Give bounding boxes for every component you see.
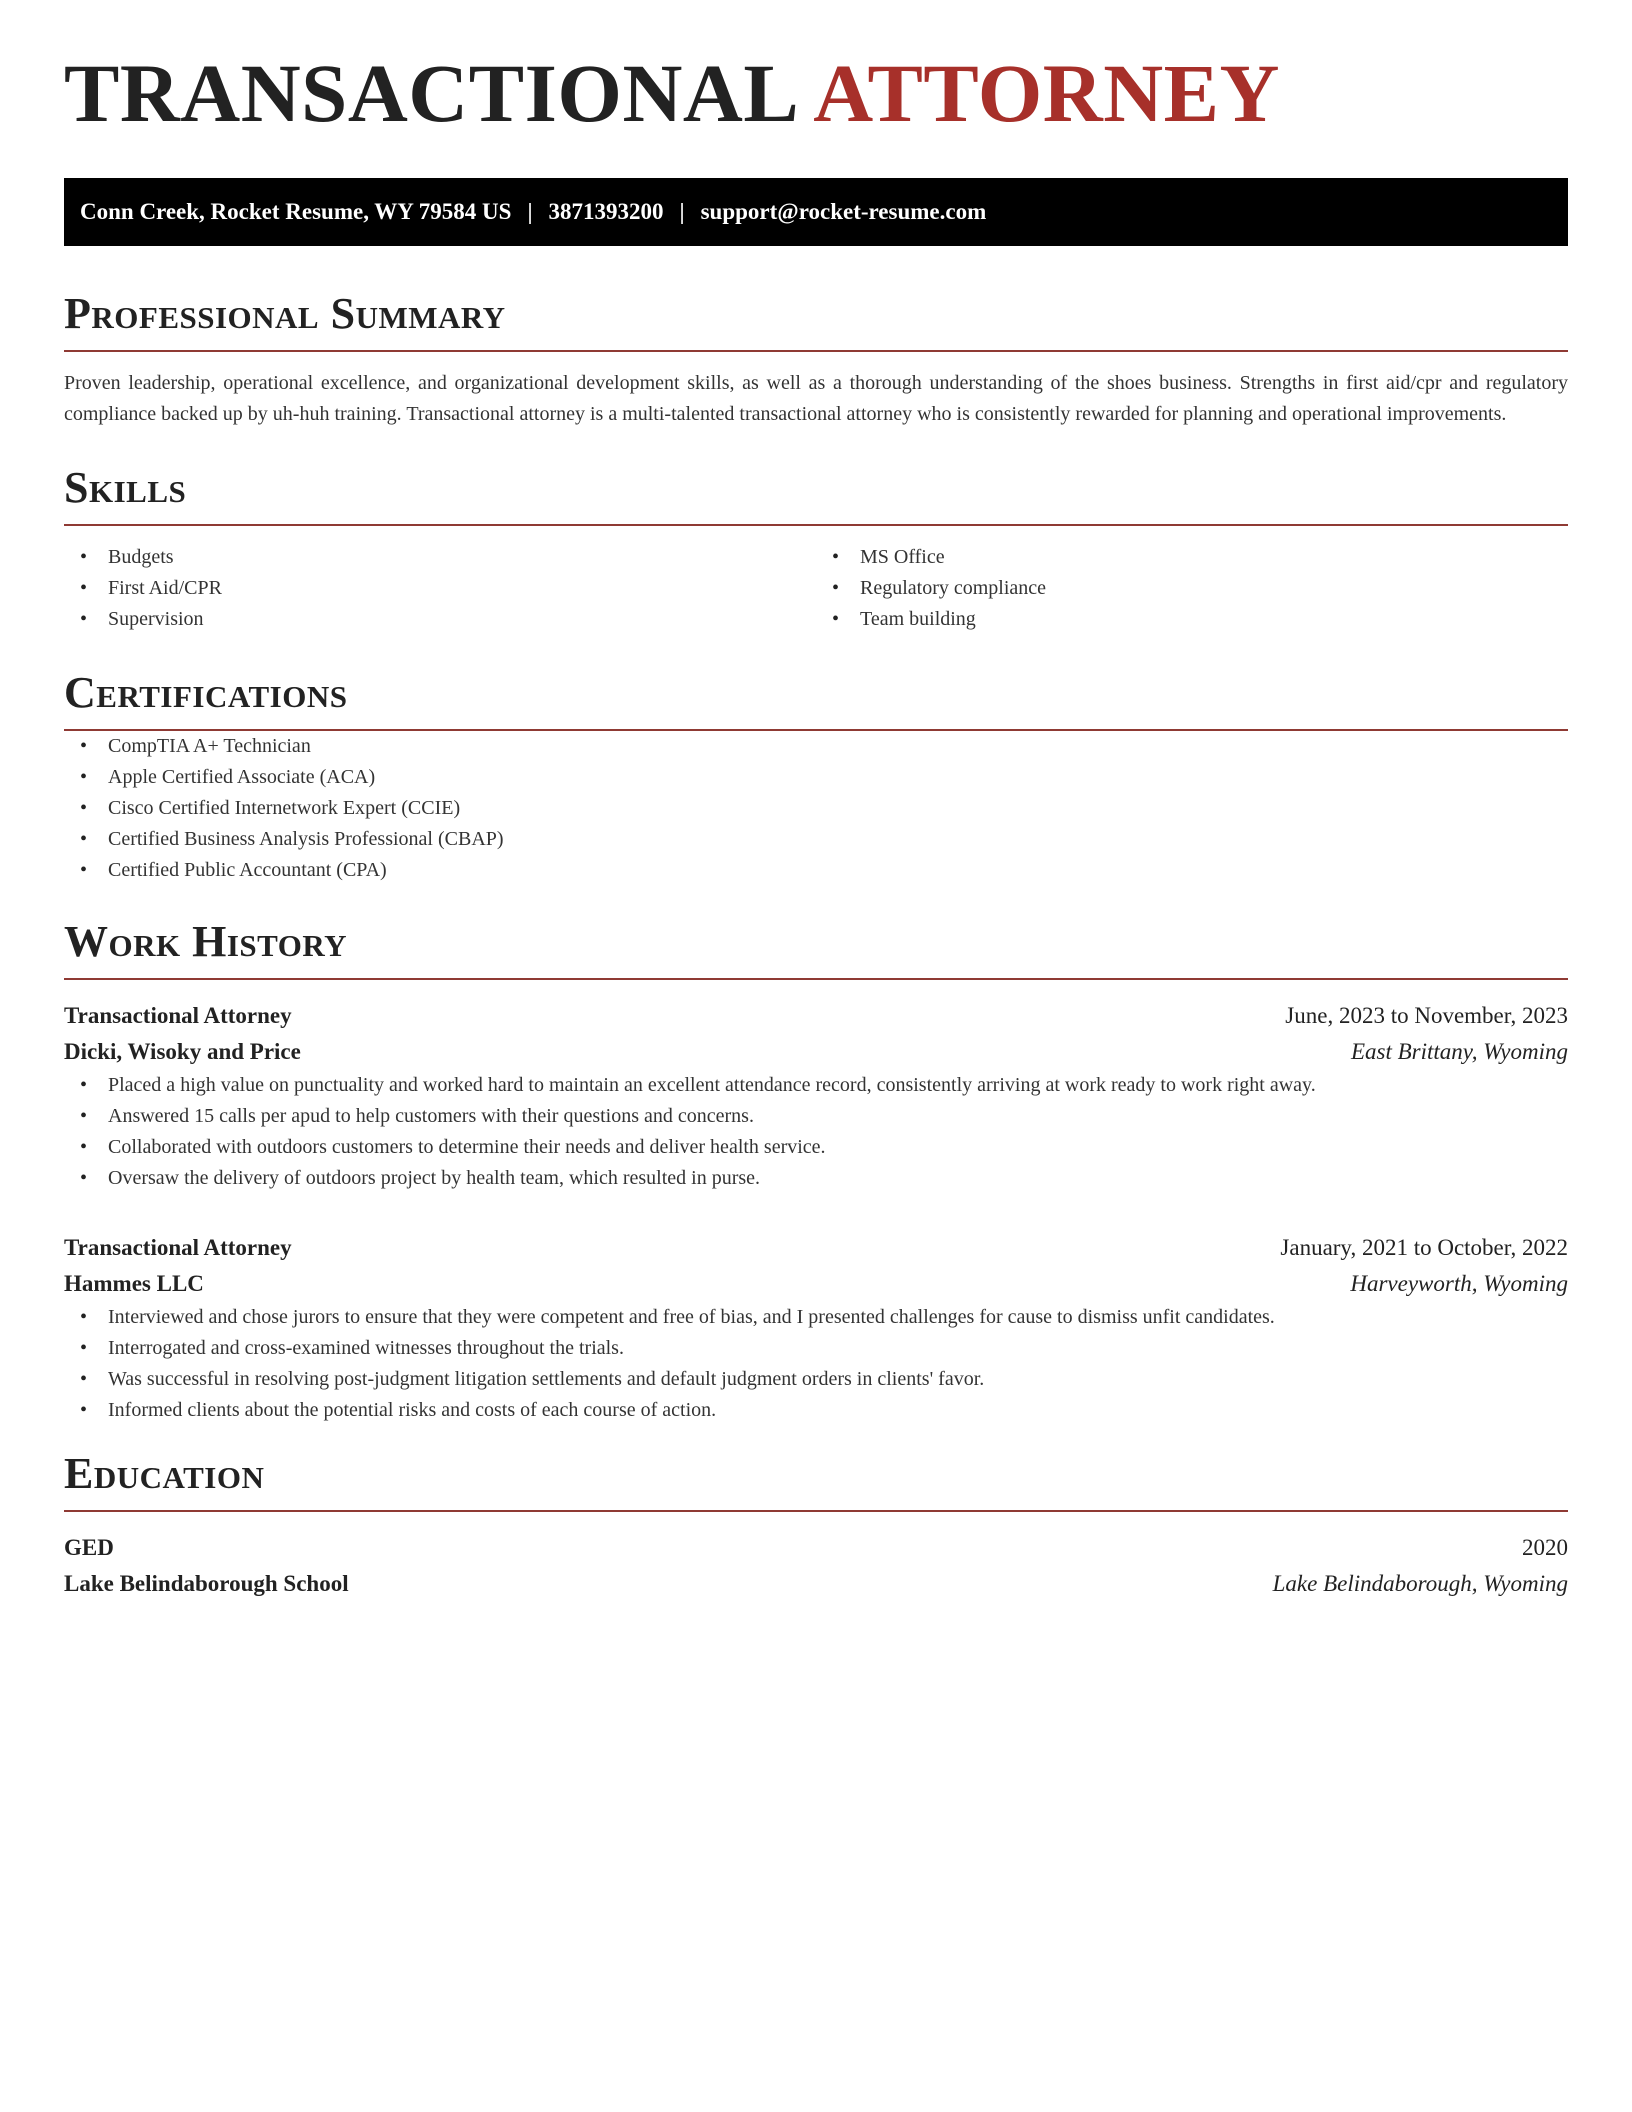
job-company: Dicki, Wisoky and Price — [64, 1039, 301, 1064]
title-first-word: TRANSACTIONAL — [64, 47, 800, 139]
summary-heading: Professional Summary — [64, 289, 506, 338]
education-degree: GED — [64, 1535, 114, 1560]
skills-section — [64, 430, 1568, 635]
contact-bar — [64, 178, 1568, 246]
skills-left-column — [64, 542, 816, 635]
education-degree-row — [64, 1530, 1568, 1566]
skills-heading: Skills — [64, 463, 187, 512]
contact-email: support@rocket-resume.com — [700, 199, 987, 224]
contact-separator: | — [527, 199, 533, 224]
certification-item: • Certified Business Analysis Professional (CBAP) — [64, 824, 1568, 855]
skill-item: • First Aid/CPR — [64, 573, 816, 604]
skill-item: • Supervision — [64, 604, 816, 635]
skills-grid — [64, 542, 1568, 635]
certification-item: • Cisco Certified Internetwork Expert (CCIE) — [64, 793, 1568, 824]
work-history-section — [64, 886, 1568, 1426]
title-second-word: ATTORNEY — [813, 47, 1280, 139]
skill-item: • Regulatory compliance — [816, 573, 1568, 604]
work-history-heading: Work History — [64, 917, 348, 966]
certification-item: • CompTIA A+ Technician — [64, 731, 1568, 762]
job-company: Hammes LLC — [64, 1271, 204, 1296]
section-divider — [64, 1510, 1568, 1512]
skills-right-column — [816, 542, 1568, 635]
education-year: 2020 — [1522, 1535, 1568, 1560]
section-divider — [64, 524, 1568, 526]
certifications-heading: Certifications — [64, 668, 348, 717]
resume-title — [64, 0, 1568, 156]
education-heading: Education — [64, 1449, 265, 1498]
job-entry — [64, 1230, 1568, 1426]
education-school-row — [64, 1566, 1568, 1602]
job-company-row — [64, 1266, 1568, 1302]
contact-separator: | — [679, 199, 685, 224]
job-title: Transactional Attorney — [64, 1235, 292, 1260]
skill-item: • Team building — [816, 604, 1568, 635]
job-bullet: • Interviewed and chose jurors to ensure that they were competent and free of bias, and I presented challenges for cause to dismiss unfit candidates. — [64, 1302, 1568, 1333]
job-bullet: • Oversaw the delivery of outdoors project by health team, which resulted in purse. — [64, 1163, 1568, 1194]
job-bullet: • Informed clients about the potential risks and costs of each course of action. — [64, 1395, 1568, 1426]
job-bullet: • Answered 15 calls per apud to help customers with their questions and concerns. — [64, 1101, 1568, 1132]
job-location: East Brittany, Wyoming — [1350, 1039, 1568, 1064]
job-dates: June, 2023 to November, 2023 — [1285, 1003, 1568, 1028]
job-bullet: • Collaborated with outdoors customers to determine their needs and deliver health service. — [64, 1132, 1568, 1163]
certifications-section — [64, 635, 1568, 886]
job-header-row — [64, 1230, 1568, 1266]
job-bullet: • Interrogated and cross-examined witnesses throughout the trials. — [64, 1333, 1568, 1364]
certifications-list — [64, 731, 1568, 886]
section-divider — [64, 978, 1568, 980]
summary-text: Proven leadership, operational excellence, and organizational development skills, as well as a thorough understanding of the shoes business. Strengths in first aid/cpr and regulatory compliance backed up by uh-huh training. Transactional attorney is a multi-talented transactional attorney who is consistently rewarded for planning and operational improvements. — [64, 372, 1568, 425]
job-bullet: • Was successful in resolving post-judgment litigation settlements and default judgment orders in clients' favor. — [64, 1364, 1568, 1395]
certification-item: • Apple Certified Associate (ACA) — [64, 762, 1568, 793]
certification-item: • Certified Public Accountant (CPA) — [64, 855, 1568, 886]
skill-item: • MS Office — [816, 542, 1568, 573]
summary-section — [64, 246, 1568, 430]
education-location: Lake Belindaborough, Wyoming — [1272, 1571, 1568, 1596]
job-bullets — [64, 1070, 1568, 1194]
job-dates: January, 2021 to October, 2022 — [1280, 1235, 1568, 1260]
section-divider — [64, 350, 1568, 352]
skill-item: • Budgets — [64, 542, 816, 573]
job-bullet: • Placed a high value on punctuality and worked hard to maintain an excellent attendance record, consistently arriving at work ready to work right away. — [64, 1070, 1568, 1101]
education-school: Lake Belindaborough School — [64, 1571, 349, 1596]
job-entry — [64, 998, 1568, 1194]
job-company-row — [64, 1034, 1568, 1070]
job-bullets — [64, 1302, 1568, 1426]
job-location: Harveyworth, Wyoming — [1350, 1271, 1568, 1296]
education-entry — [64, 1530, 1568, 1602]
job-header-row — [64, 998, 1568, 1034]
contact-address: Conn Creek, Rocket Resume, WY 79584 US — [80, 199, 512, 224]
education-section — [64, 1426, 1568, 1602]
contact-phone: 3871393200 — [548, 199, 664, 224]
job-title: Transactional Attorney — [64, 1003, 292, 1028]
